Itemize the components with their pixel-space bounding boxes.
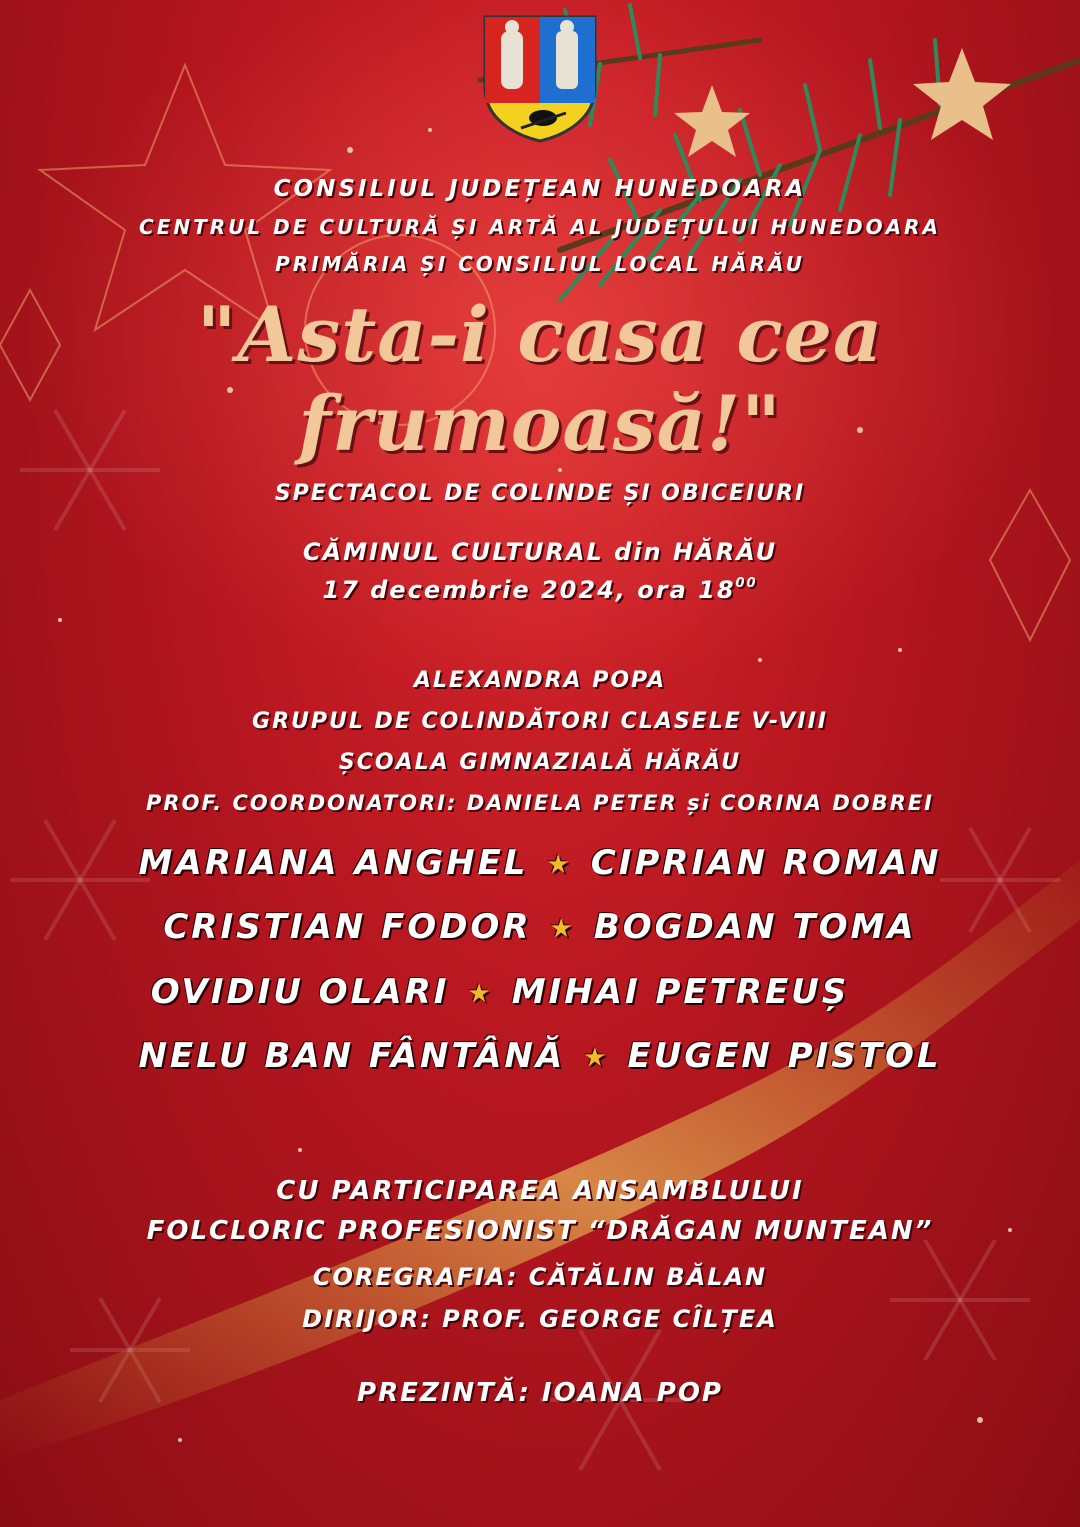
artist-row xyxy=(0,843,1080,883)
county-coat-of-arms-icon xyxy=(481,13,599,143)
artist-name: CIPRIAN ROMAN xyxy=(590,843,942,883)
artist-name: MARIANA ANGHEL xyxy=(138,843,529,883)
organizer-county-council: CONSILIUL JUDEȚEAN HUNEDOARA xyxy=(273,176,807,202)
event-date-time xyxy=(0,576,1080,604)
event-type: SPECTACOL DE COLINDE ȘI OBICEIURI xyxy=(274,481,806,506)
event-title: "Asta-i casa cea frumoasă!" xyxy=(196,290,884,468)
participant-soloist: ALEXANDRA POPA xyxy=(413,668,667,693)
ensemble-intro: CU PARTICIPAREA ANSAMBLULUI xyxy=(276,1176,804,1206)
artist-name: EUGEN PISTOL xyxy=(627,1036,942,1076)
event-time-minutes: 00 xyxy=(735,576,758,591)
star-separator-icon: ★ xyxy=(583,1042,610,1073)
artist-name: CRISTIAN FODOR xyxy=(163,907,532,947)
event-date: 17 decembrie 2024, ora 18 xyxy=(322,576,736,604)
artist-row xyxy=(0,907,1080,947)
artist-name: BOGDAN TOMA xyxy=(593,907,917,947)
participant-coordinators: PROF. COORDONATORI: DANIELA PETER și CORINA DOBREI xyxy=(146,791,934,815)
ensemble-choreography: COREGRAFIA: CĂTĂLIN BĂLAN xyxy=(312,1263,768,1291)
participant-carol-group: GRUPUL DE COLINDĂTORI CLASELE V-VIII xyxy=(252,709,828,734)
star-separator-icon: ★ xyxy=(549,913,576,944)
ensemble-conductor: DIRIJOR: PROF. GEORGE CÎLȚEA xyxy=(302,1305,778,1333)
artist-row xyxy=(0,1036,1080,1076)
artist-name: NELU BAN FÂNTÂNĂ xyxy=(138,1036,566,1076)
event-presenter: PREZINTĂ: IOANA POP xyxy=(357,1378,723,1408)
star-separator-icon: ★ xyxy=(546,849,573,880)
ensemble-name: FOLCLORIC PROFESIONIST “DRĂGAN MUNTEAN” xyxy=(146,1216,934,1246)
organizer-culture-center: CENTRUL DE CULTURĂ ȘI ARTĂ AL JUDEȚULUI HUNEDOARA xyxy=(139,215,941,239)
organizer-local-council: PRIMĂRIA ȘI CONSILIUL LOCAL HĂRĂU xyxy=(275,252,805,276)
artist-row xyxy=(0,972,1040,1012)
participant-school: ȘCOALA GIMNAZIALĂ HĂRĂU xyxy=(338,750,742,775)
event-venue: CĂMINUL CULTURAL din HĂRĂU xyxy=(302,538,778,566)
artist-name: MIHAI PETREUȘ xyxy=(511,972,850,1012)
artist-name: OVIDIU OLARI xyxy=(150,972,450,1012)
star-separator-icon: ★ xyxy=(467,978,494,1009)
